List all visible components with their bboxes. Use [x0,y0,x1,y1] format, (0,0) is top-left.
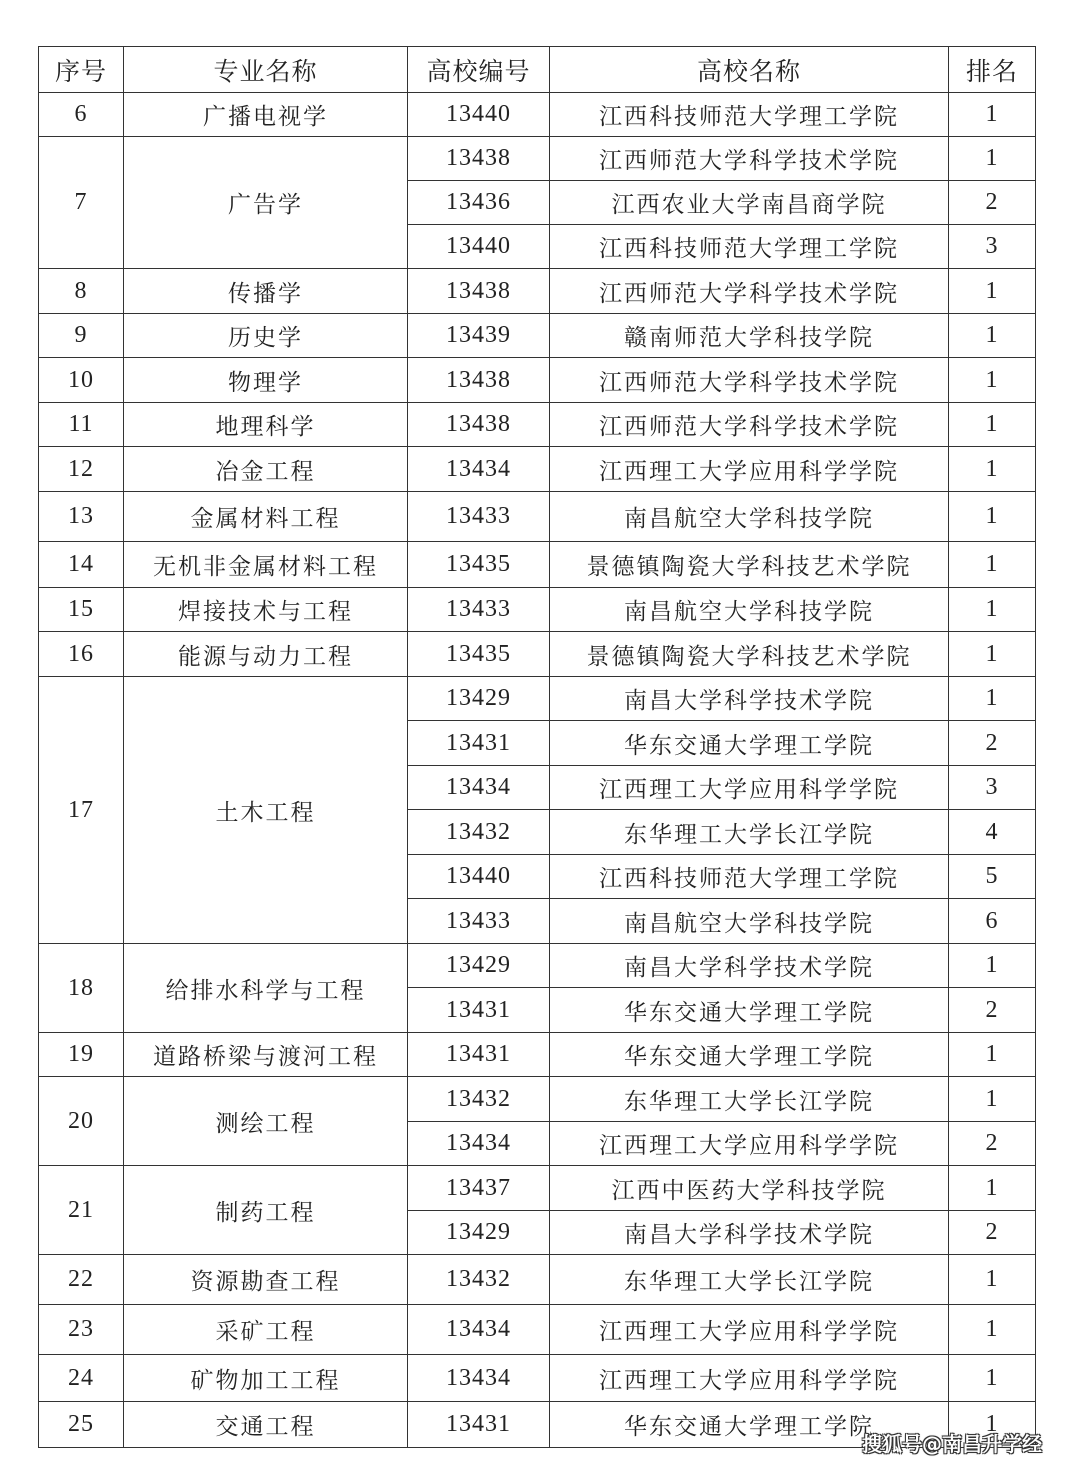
cell-school-code: 13434 [408,1305,550,1355]
cell-rank: 1 [949,1305,1036,1355]
cell-school-name: 江西理工大学应用科学学院 [550,447,949,492]
cell-no: 22 [39,1255,124,1305]
table-header-row [39,47,1036,93]
cell-rank: 1 [949,1166,1036,1211]
cell-no: 17 [39,677,124,944]
cell-rank: 1 [949,137,1036,181]
cell-school-code: 13438 [408,269,550,314]
cell-school-code: 13432 [408,1255,550,1305]
cell-school-name: 南昌航空大学科技学院 [550,588,949,632]
ranking-table [38,46,1036,1448]
cell-school-name: 江西理工大学应用科学学院 [550,766,949,810]
cell-no: 19 [39,1033,124,1077]
table-body [39,93,1036,1448]
cell-school-code: 13435 [408,632,550,677]
cell-school-code: 13434 [408,766,550,810]
cell-rank: 1 [949,93,1036,137]
cell-school-name: 赣南师范大学科技学院 [550,314,949,358]
cell-no: 25 [39,1402,124,1448]
cell-major: 交通工程 [124,1402,408,1448]
cell-no: 21 [39,1166,124,1255]
cell-school-name: 景德镇陶瓷大学科技艺术学院 [550,542,949,588]
cell-school-name: 南昌航空大学科技学院 [550,899,949,944]
cell-school-code: 13432 [408,810,550,855]
table-row [39,1305,1036,1355]
cell-major: 冶金工程 [124,447,408,492]
cell-major: 测绘工程 [124,1077,408,1166]
cell-no: 24 [39,1355,124,1402]
cell-rank: 1 [949,632,1036,677]
cell-school-name: 江西科技师范大学理工学院 [550,855,949,899]
cell-school-name: 景德镇陶瓷大学科技艺术学院 [550,632,949,677]
cell-school-name: 南昌航空大学科技学院 [550,492,949,542]
cell-rank: 2 [949,721,1036,766]
cell-major: 广告学 [124,137,408,269]
table-row [39,542,1036,588]
cell-major: 制药工程 [124,1166,408,1255]
cell-school-code: 13440 [408,855,550,899]
cell-major: 物理学 [124,358,408,403]
cell-school-code: 13434 [408,1122,550,1166]
cell-rank: 3 [949,766,1036,810]
cell-no: 16 [39,632,124,677]
cell-school-name: 东华理工大学长江学院 [550,1255,949,1305]
cell-rank: 2 [949,1211,1036,1255]
table-row [39,632,1036,677]
cell-major: 广播电视学 [124,93,408,137]
cell-school-code: 13433 [408,588,550,632]
cell-school-code: 13431 [408,1402,550,1448]
cell-major: 金属材料工程 [124,492,408,542]
cell-school-name: 南昌大学科学技术学院 [550,1211,949,1255]
cell-school-code: 13431 [408,721,550,766]
cell-school-code: 13434 [408,1355,550,1402]
table-row [39,1077,1036,1122]
cell-major: 能源与动力工程 [124,632,408,677]
cell-school-code: 13438 [408,403,550,447]
cell-no: 11 [39,403,124,447]
cell-school-name: 东华理工大学长江学院 [550,810,949,855]
cell-rank: 5 [949,855,1036,899]
cell-rank: 1 [949,542,1036,588]
cell-rank: 1 [949,269,1036,314]
cell-school-name: 华东交通大学理工学院 [550,988,949,1033]
cell-rank: 2 [949,181,1036,225]
table-row [39,1033,1036,1077]
cell-no: 7 [39,137,124,269]
cell-school-name: 东华理工大学长江学院 [550,1077,949,1122]
cell-school-name: 江西师范大学科学技术学院 [550,269,949,314]
header-major: 专业名称 [124,47,408,93]
cell-school-name: 华东交通大学理工学院 [550,1033,949,1077]
cell-rank: 2 [949,1122,1036,1166]
cell-rank: 4 [949,810,1036,855]
cell-major: 传播学 [124,269,408,314]
cell-rank: 1 [949,358,1036,403]
header-school-name: 高校名称 [550,47,949,93]
cell-school-code: 13440 [408,93,550,137]
table-row [39,492,1036,542]
cell-school-name: 华东交通大学理工学院 [550,1402,949,1448]
cell-school-code: 13439 [408,314,550,358]
cell-school-name: 江西农业大学南昌商学院 [550,181,949,225]
table-row [39,269,1036,314]
header-no: 序号 [39,47,124,93]
cell-school-name: 华东交通大学理工学院 [550,721,949,766]
cell-school-code: 13429 [408,677,550,721]
cell-school-code: 13431 [408,1033,550,1077]
cell-no: 18 [39,944,124,1033]
cell-major: 道路桥梁与渡河工程 [124,1033,408,1077]
cell-rank: 1 [949,1077,1036,1122]
cell-school-code: 13434 [408,447,550,492]
cell-rank: 1 [949,1033,1036,1077]
cell-school-name: 江西师范大学科学技术学院 [550,358,949,403]
table-row [39,403,1036,447]
cell-rank: 3 [949,225,1036,269]
table-row [39,93,1036,137]
cell-school-code: 13435 [408,542,550,588]
cell-no: 14 [39,542,124,588]
table-row [39,944,1036,988]
cell-school-code: 13440 [408,225,550,269]
table-row [39,137,1036,181]
cell-school-code: 13433 [408,899,550,944]
cell-rank: 1 [949,447,1036,492]
cell-school-name: 南昌大学科学技术学院 [550,944,949,988]
cell-major: 资源勘查工程 [124,1255,408,1305]
cell-rank: 1 [949,677,1036,721]
table-row [39,588,1036,632]
header-rank: 排名 [949,47,1036,93]
table-row [39,358,1036,403]
cell-school-name: 江西理工大学应用科学学院 [550,1305,949,1355]
table-row [39,1255,1036,1305]
cell-school-code: 13429 [408,944,550,988]
cell-major: 无机非金属材料工程 [124,542,408,588]
cell-rank: 1 [949,1355,1036,1402]
cell-major: 历史学 [124,314,408,358]
cell-school-name: 江西中医药大学科技学院 [550,1166,949,1211]
cell-school-code: 13438 [408,137,550,181]
cell-rank: 1 [949,1402,1036,1448]
cell-no: 23 [39,1305,124,1355]
table-row [39,1355,1036,1402]
watermark: 搜狐号@南昌升学经 [862,1432,1042,1456]
cell-school-name: 江西理工大学应用科学学院 [550,1122,949,1166]
cell-major: 土木工程 [124,677,408,944]
table-row [39,677,1036,721]
cell-school-code: 13437 [408,1166,550,1211]
cell-school-name: 江西理工大学应用科学学院 [550,1355,949,1402]
cell-school-code: 13438 [408,358,550,403]
cell-rank: 1 [949,1255,1036,1305]
cell-school-code: 13433 [408,492,550,542]
cell-school-name: 南昌大学科学技术学院 [550,677,949,721]
cell-school-code: 13431 [408,988,550,1033]
cell-no: 6 [39,93,124,137]
cell-school-code: 13432 [408,1077,550,1122]
cell-school-name: 江西师范大学科学技术学院 [550,137,949,181]
table-row [39,447,1036,492]
cell-rank: 6 [949,899,1036,944]
cell-school-name: 江西科技师范大学理工学院 [550,225,949,269]
cell-no: 15 [39,588,124,632]
table-row [39,314,1036,358]
cell-no: 10 [39,358,124,403]
cell-no: 8 [39,269,124,314]
cell-school-name: 江西科技师范大学理工学院 [550,93,949,137]
cell-major: 采矿工程 [124,1305,408,1355]
cell-rank: 1 [949,403,1036,447]
cell-major: 焊接技术与工程 [124,588,408,632]
cell-rank: 1 [949,944,1036,988]
cell-no: 20 [39,1077,124,1166]
cell-school-code: 13429 [408,1211,550,1255]
cell-rank: 2 [949,988,1036,1033]
cell-school-code: 13436 [408,181,550,225]
table-row [39,1166,1036,1211]
cell-no: 13 [39,492,124,542]
cell-rank: 1 [949,314,1036,358]
cell-major: 地理科学 [124,403,408,447]
cell-major: 给排水科学与工程 [124,944,408,1033]
cell-no: 12 [39,447,124,492]
header-school-code: 高校编号 [408,47,550,93]
cell-school-name: 江西师范大学科学技术学院 [550,403,949,447]
cell-rank: 1 [949,492,1036,542]
cell-no: 9 [39,314,124,358]
cell-rank: 1 [949,588,1036,632]
cell-major: 矿物加工工程 [124,1355,408,1402]
